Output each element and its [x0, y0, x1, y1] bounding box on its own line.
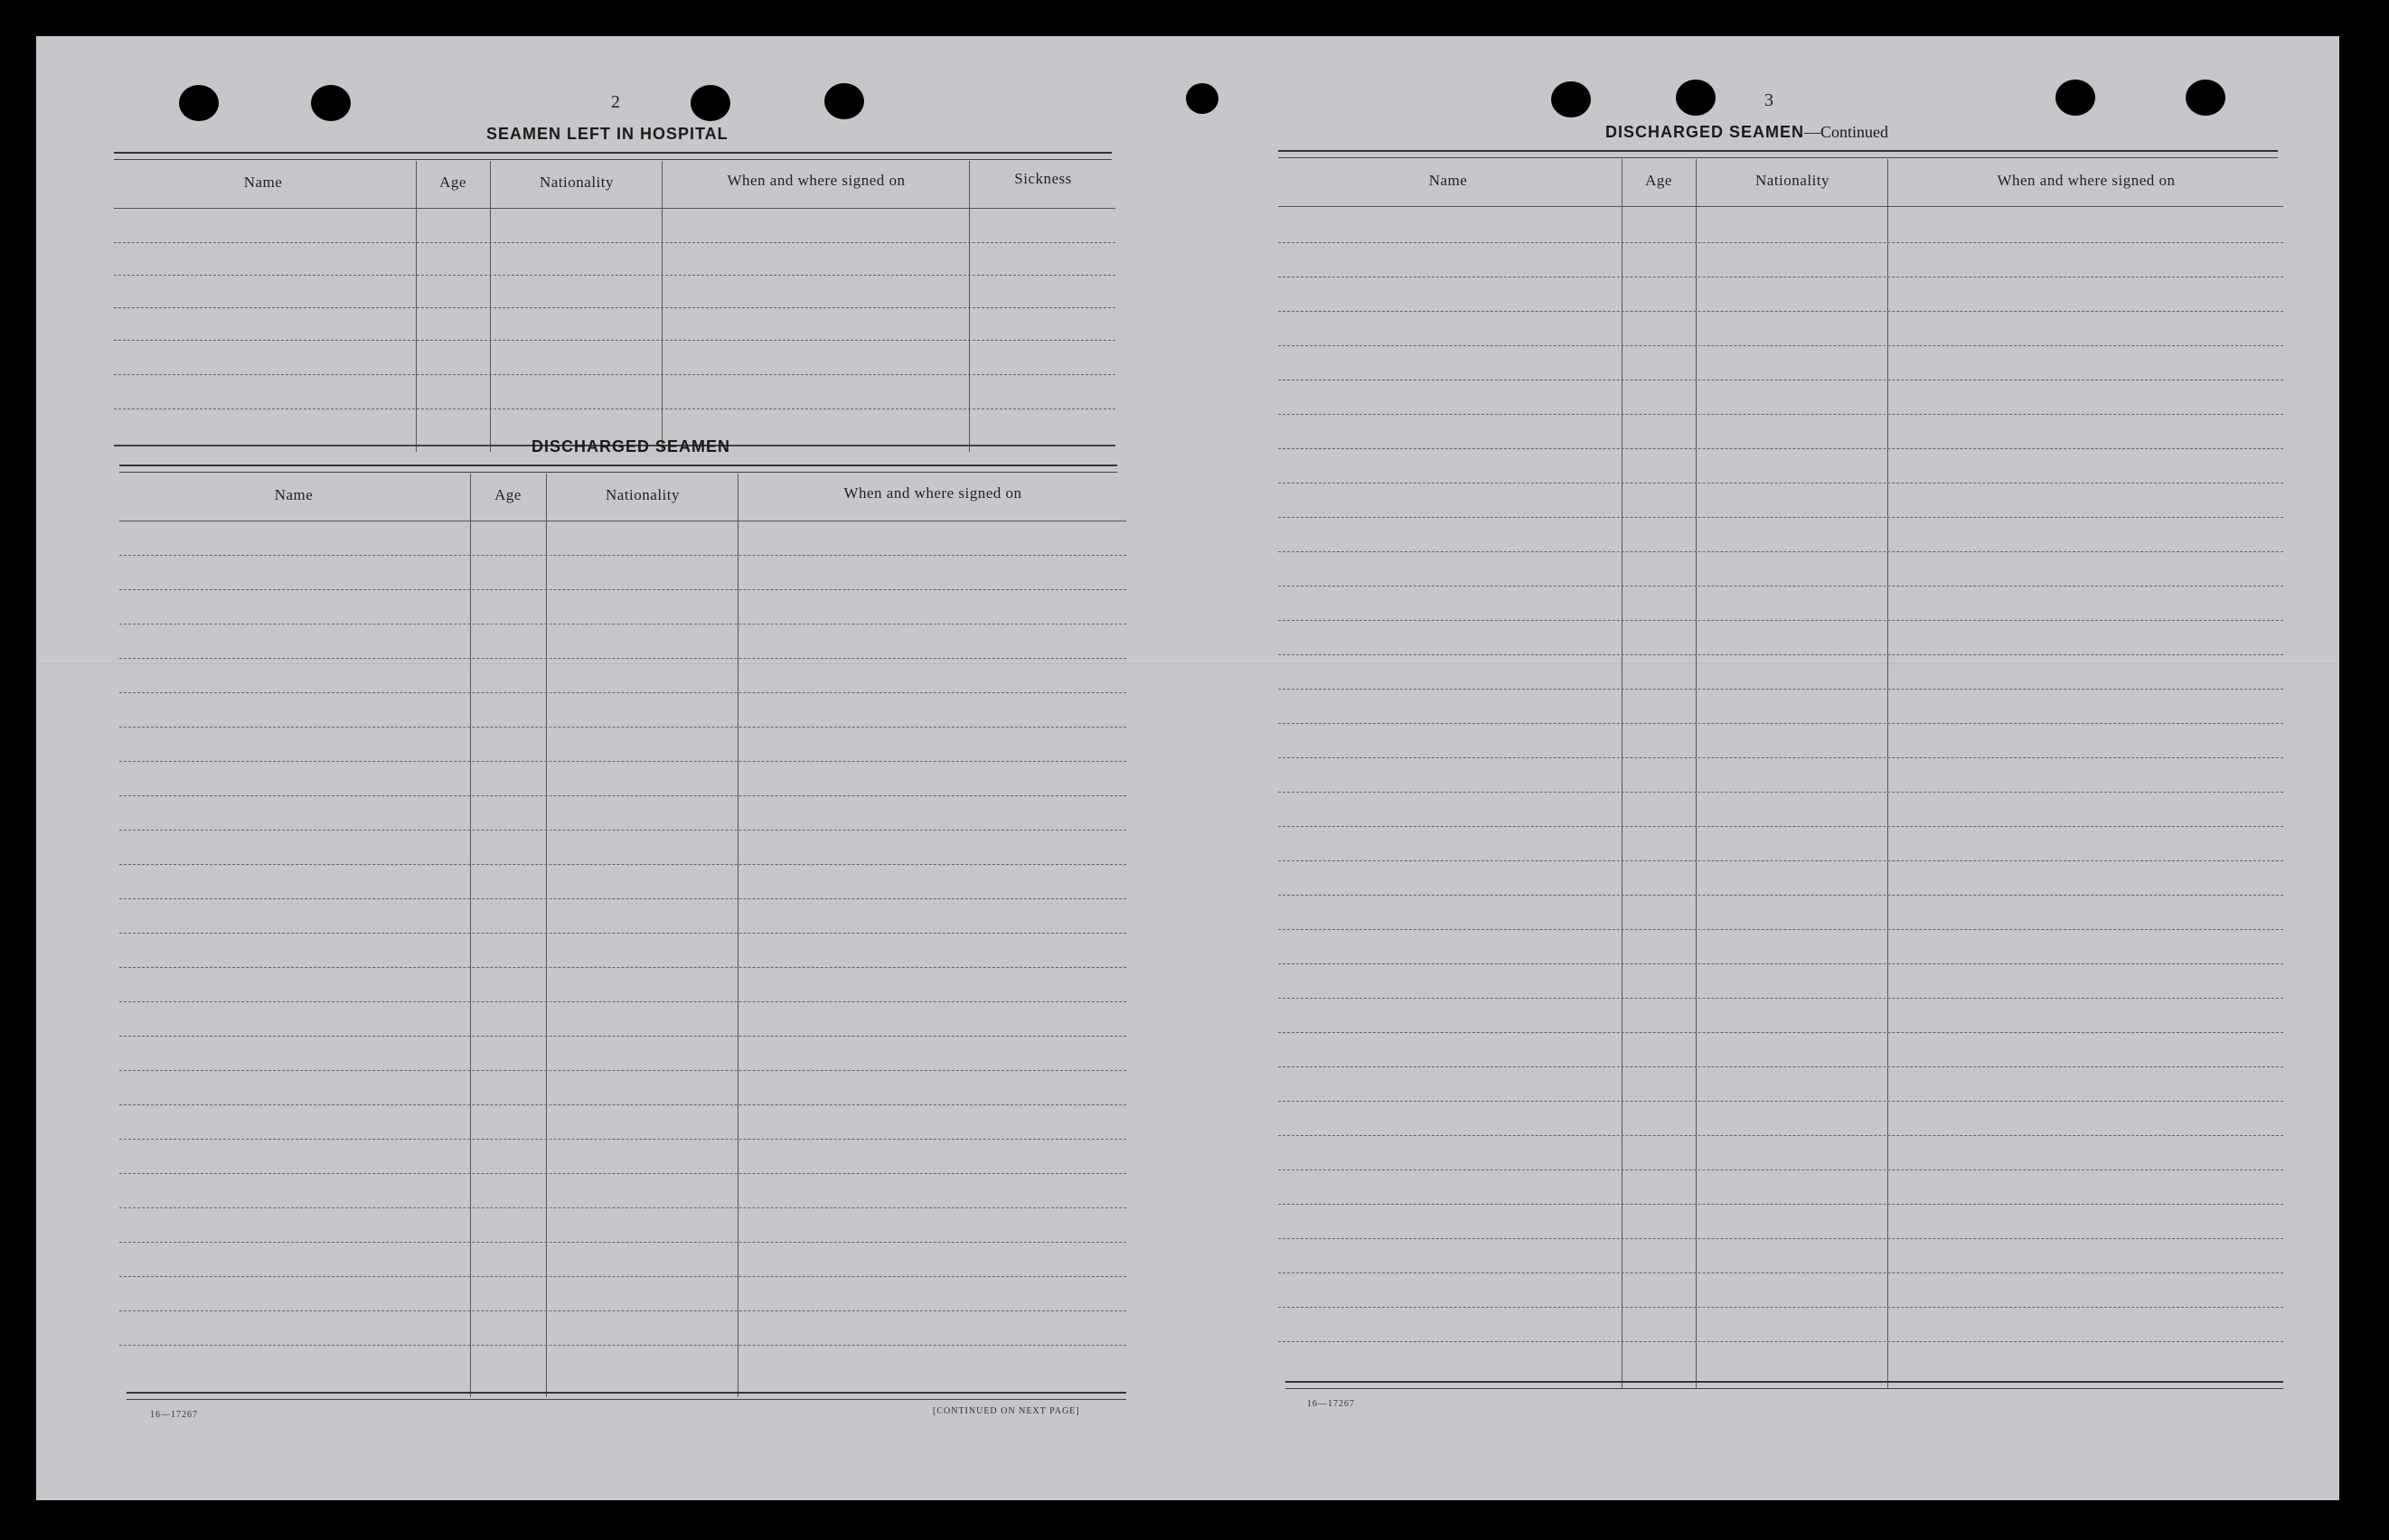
discharged-top-rule — [119, 465, 1117, 473]
document-sheet — [36, 36, 2339, 1500]
hospital-table — [114, 161, 1115, 452]
punch-hole — [691, 85, 730, 121]
column-header-when-where: When and where signed on — [843, 484, 1022, 502]
punch-hole — [1676, 80, 1716, 116]
discharged-title-main: DISCHARGED SEAMEN — [1605, 123, 1805, 141]
column-header-when-where: When and where signed on — [1997, 172, 2176, 189]
column-header-when-where: When and where signed on — [727, 172, 906, 189]
hospital-section-title: SEAMEN LEFT IN HOSPITAL — [486, 125, 729, 143]
punch-hole — [824, 83, 864, 119]
column-header-name: Name — [274, 486, 314, 503]
discharged-table-right — [1278, 159, 2283, 1388]
punch-hole — [179, 85, 219, 121]
punch-hole — [2055, 80, 2095, 116]
column-header-age: Age — [439, 174, 466, 191]
discharged-bottom-rule-left — [127, 1392, 1126, 1400]
discharged-bottom-rule-right — [1285, 1381, 2283, 1389]
discharged-continued-top-rule — [1278, 150, 2278, 158]
punch-hole — [311, 85, 351, 121]
column-header-age: Age — [494, 486, 522, 503]
punch-hole — [1186, 83, 1218, 114]
column-header-nationality: Nationality — [540, 174, 614, 191]
punch-hole — [1551, 81, 1591, 117]
column-header-age: Age — [1645, 172, 1672, 189]
column-header-nationality: Nationality — [606, 486, 680, 503]
discharged-section-title: DISCHARGED SEAMEN — [531, 437, 731, 455]
form-number-left: 16—17267 — [150, 1410, 198, 1420]
column-header-nationality: Nationality — [1755, 172, 1829, 189]
discharged-title-continued: —Continued — [1804, 123, 1889, 141]
column-header-name: Name — [243, 174, 283, 191]
continued-note: [CONTINUED ON NEXT PAGE] — [933, 1406, 1080, 1416]
punch-hole — [2186, 80, 2225, 116]
page-number-right: 3 — [1764, 90, 1773, 110]
discharged-continued-title — [1605, 123, 1888, 142]
form-number-right: 16—17267 — [1307, 1399, 1355, 1409]
column-header-name: Name — [1428, 172, 1468, 189]
hospital-top-rule — [114, 152, 1112, 160]
page-number-left: 2 — [611, 92, 620, 112]
discharged-table-left — [119, 474, 1126, 1397]
column-header-sickness: Sickness — [1014, 170, 1072, 187]
